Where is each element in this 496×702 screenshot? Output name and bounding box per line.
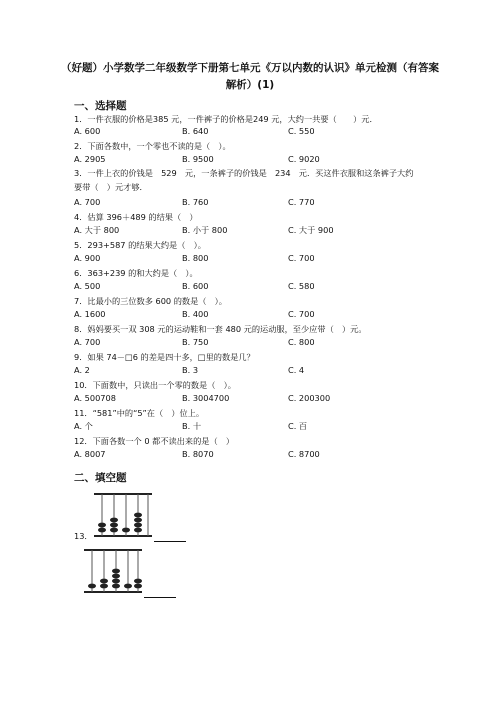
option-a: A. 700 (74, 337, 101, 347)
question-10: 10．下面数中，只读出一个零的数是（ ）。 (74, 380, 236, 390)
option-c: C. 800 (288, 337, 315, 347)
question-13-number: 13． (74, 531, 93, 541)
options-5 (74, 253, 434, 265)
answer-blank-2[interactable] (144, 587, 176, 598)
abacus-image-2 (82, 546, 144, 596)
abacus-image-1 (92, 490, 154, 540)
options-9 (74, 365, 434, 377)
question-7: 7．比最小的三位数多 600 的数是（ ）。 (74, 296, 227, 306)
option-b: B. 十 (182, 421, 202, 431)
question-8: 8．妈妈要买一双 308 元的运动鞋和一套 480 元的运动服，至少应带（ ）元。 (74, 324, 367, 334)
option-b: B. 小于 800 (182, 225, 228, 235)
option-b: B. 760 (182, 197, 209, 207)
question-3: 3．一件上衣的价钱是 529 元，一条裤子的价钱是 234 元．买这件衣服和这条裤子大约要带（ ）元才够． (74, 168, 414, 192)
question-9: 9．如果 74－□6 的差是四十多，□里的数是几？ (74, 352, 255, 362)
section-heading-choice: 一、选择题 (74, 100, 127, 112)
option-b: B. 3 (182, 365, 199, 375)
option-c: C. 770 (288, 197, 315, 207)
options-8 (74, 337, 434, 349)
option-a: A. 500708 (74, 393, 116, 403)
options-3 (74, 197, 434, 209)
options-2 (74, 154, 434, 166)
option-a: A. 2 (74, 365, 90, 375)
option-c: C. 700 (288, 309, 315, 319)
question-11: 11．“581”中的“5”在（ ）位上。 (74, 408, 205, 418)
options-7 (74, 309, 434, 321)
options-10 (74, 393, 434, 405)
option-b: B. 640 (182, 126, 209, 136)
option-a: A. 500 (74, 281, 101, 291)
option-c: C. 8700 (288, 449, 320, 459)
option-a: A. 个 (74, 421, 93, 431)
option-c: C. 9020 (288, 154, 320, 164)
option-a: A. 2905 (74, 154, 106, 164)
option-b: B. 750 (182, 337, 209, 347)
section-heading-fill: 二、填空题 (74, 472, 127, 484)
option-a: A. 8007 (74, 449, 106, 459)
option-b: B. 800 (182, 253, 209, 263)
option-b: B. 9500 (182, 154, 214, 164)
question-6: 6．363+239 的和大约是（ ）。 (74, 268, 198, 278)
options-11 (74, 421, 434, 433)
option-c: C. 700 (288, 253, 315, 263)
option-a: A. 900 (74, 253, 101, 263)
question-1: 1．一件衣服的价格是385 元，一件裤子的价格是249 元，大约一共要（ ）元． (74, 114, 378, 124)
options-1 (74, 126, 434, 138)
option-a: A. 600 (74, 126, 101, 136)
option-c: C. 200300 (288, 393, 331, 403)
option-c: C. 大于 900 (288, 225, 334, 235)
question-4: 4．估算 396＋489 的结果（ ） (74, 212, 198, 222)
options-6 (74, 281, 434, 293)
option-a: A. 大于 800 (74, 225, 120, 235)
option-a: A. 1600 (74, 309, 106, 319)
answer-blank-1[interactable] (154, 531, 186, 542)
option-c: C. 4 (288, 365, 305, 375)
option-b: B. 600 (182, 281, 209, 291)
option-a: A. 700 (74, 197, 101, 207)
options-12 (74, 449, 434, 461)
option-c: C. 百 (288, 421, 308, 431)
option-c: C. 550 (288, 126, 315, 136)
question-2: 2．下面各数中，一个零也不读的是（ ）。 (74, 141, 231, 151)
options-4 (74, 225, 434, 237)
question-12: 12．下面各数一个 0 都不读出来的是（ ） (74, 436, 235, 446)
option-b: B. 8070 (182, 449, 214, 459)
option-b: B. 3004700 (182, 393, 230, 403)
question-5: 5．293+587 的结果大约是（ ）。 (74, 240, 206, 250)
option-c: C. 580 (288, 281, 315, 291)
option-b: B. 400 (182, 309, 209, 319)
document-title: （好题）小学数学二年级数学下册第七单元《万以内数的认识》单元检测（有答案解析）(1) (61, 62, 439, 91)
